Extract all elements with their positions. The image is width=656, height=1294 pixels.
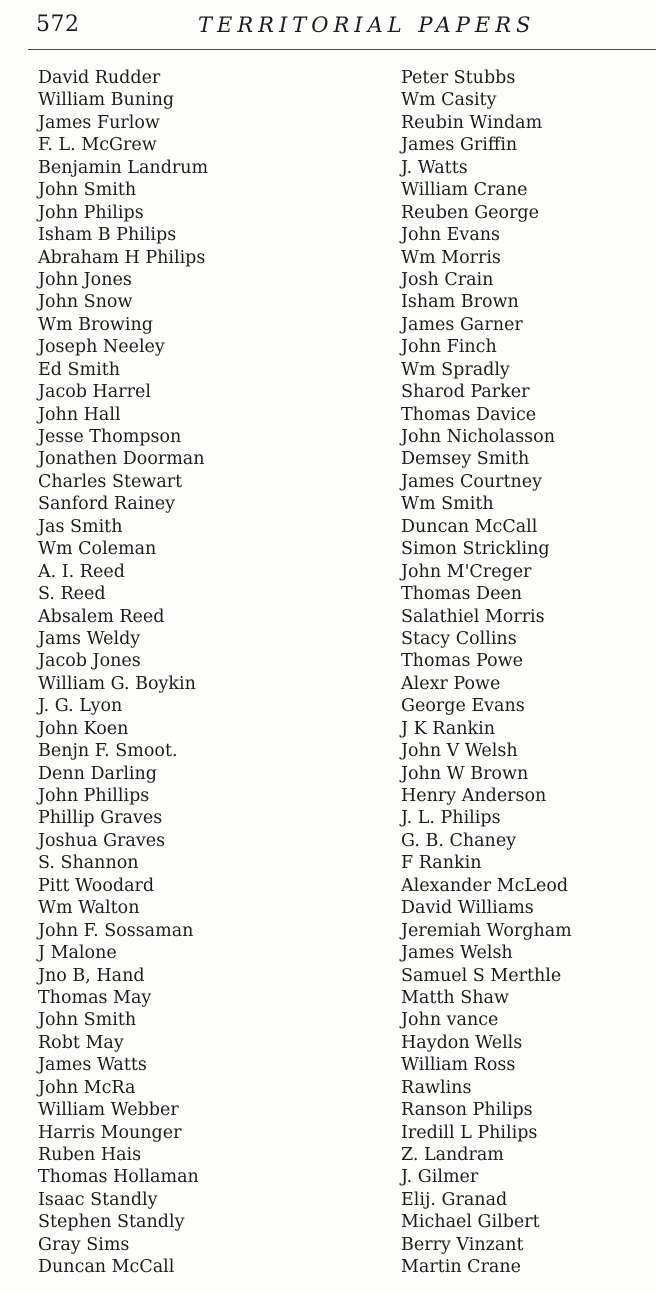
signer-name: Charles Stewart <box>38 471 183 492</box>
signer-name: Elij. Granad <box>401 1189 508 1210</box>
signer-name: Iredill L Philips <box>401 1122 538 1143</box>
signer-name: Samuel S Merthle <box>401 965 562 986</box>
signer-name: John vance <box>401 1010 499 1031</box>
signer-name: James Watts <box>38 1055 147 1076</box>
signer-name: John M'Creger <box>401 561 532 582</box>
page-header <box>36 10 656 40</box>
signer-name: John Smith <box>38 180 137 201</box>
signer-name: Pitt Woodard <box>38 875 155 896</box>
signer-name: John Koen <box>38 718 129 739</box>
signer-name: Rawlins <box>401 1077 472 1098</box>
signer-name: John Finch <box>401 337 497 358</box>
signer-name: S. Shannon <box>38 853 139 874</box>
names-column-right <box>401 67 651 1279</box>
signer-name: G. B. Chaney <box>401 830 517 851</box>
signer-name: Thomas Powe <box>401 651 523 672</box>
signer-name: Benjn F. Smoot. <box>38 741 178 762</box>
signer-name: Wm Smith <box>401 494 494 515</box>
signer-name: John F. Sossaman <box>38 920 194 941</box>
signer-name: F. L. McGrew <box>38 135 157 156</box>
signer-name: John Snow <box>38 292 133 313</box>
signer-name: John Nicholasson <box>401 427 555 447</box>
signer-name: Isaac Standly <box>38 1189 158 1210</box>
signer-name: Benjamin Landrum <box>38 157 209 178</box>
signer-name: Joseph Neeley <box>38 337 165 358</box>
signer-name: John Philips <box>38 202 144 223</box>
signer-name: Denn Darling <box>38 763 157 784</box>
signer-name: James Courtney <box>401 471 543 492</box>
signer-name: John V Welsh <box>401 741 518 762</box>
signer-name: Haydon Wells <box>401 1032 523 1053</box>
signer-name: Gray Sims <box>38 1234 130 1255</box>
signer-name: Sanford Rainey <box>38 494 175 515</box>
signer-name: Jacob Jones <box>38 651 141 672</box>
signer-name: Peter Stubbs <box>401 68 516 88</box>
running-title: TERRITORIAL PAPERS <box>198 13 536 37</box>
signer-name: Wm Spradly <box>401 359 510 380</box>
signer-name: Z. Landram <box>401 1145 504 1165</box>
signer-name: James Welsh <box>401 943 513 964</box>
signer-name: Josh Crain <box>401 269 494 290</box>
signer-name: Wm Walton <box>38 898 140 919</box>
signer-name: Stephen Standly <box>38 1212 185 1233</box>
signer-name: Abraham H Philips <box>38 247 206 268</box>
signer-name: Sharod Parker <box>401 382 530 403</box>
header-rule <box>28 49 656 50</box>
signer-name: John Jones <box>38 269 132 290</box>
signer-name: J. Watts <box>401 157 468 178</box>
signer-name: A. I. Reed <box>38 561 125 582</box>
signer-name: Robt May <box>38 1032 124 1053</box>
signer-name: Berry Vinzant <box>401 1234 524 1255</box>
signer-name: Ed Smith <box>38 359 121 380</box>
signer-name: J. Gilmer <box>401 1167 479 1188</box>
signer-name: John W Brown <box>401 763 529 784</box>
signer-name: Wm Morris <box>401 247 501 268</box>
signer-name: S. Reed <box>38 584 106 605</box>
signer-name: Wm Coleman <box>38 539 157 560</box>
signer-name: Reuben George <box>401 202 539 223</box>
signer-name: F Rankin <box>401 853 482 874</box>
signer-name: Alexander McLeod <box>401 875 569 896</box>
signer-name: Jno B, Hand <box>38 965 145 986</box>
signer-name: Isham Brown <box>401 292 519 313</box>
page-number: 572 <box>36 12 80 37</box>
signer-name: Michael Gilbert <box>401 1212 540 1233</box>
signer-name: Salathiel Morris <box>401 606 545 627</box>
signer-name: J K Rankin <box>401 718 495 739</box>
signer-name: Duncan McCall <box>38 1257 175 1278</box>
signer-name: John Phillips <box>38 786 150 806</box>
signer-name: John Smith <box>38 1010 137 1031</box>
signer-name: Thomas Davice <box>401 404 537 425</box>
signer-name: Duncan McCall <box>401 516 538 537</box>
signer-name: William Buning <box>38 90 175 111</box>
signer-name: Simon Strickling <box>401 539 550 560</box>
signer-name: Phillip Graves <box>38 808 163 829</box>
signer-name: Wm Browing <box>38 314 153 335</box>
signer-name: David Williams <box>401 898 534 919</box>
signer-name: Jacob Harrel <box>38 382 151 403</box>
signer-name: Thomas Deen <box>401 584 523 605</box>
signer-name: J. L. Philips <box>401 808 501 829</box>
signer-name: James Garner <box>401 314 523 335</box>
signer-name: J Malone <box>38 943 117 964</box>
signer-name: John Evans <box>401 225 501 246</box>
signer-name: Demsey Smith <box>401 449 530 470</box>
signer-name: Stacy Collins <box>401 628 517 649</box>
signer-name: James Furlow <box>38 112 160 133</box>
names-column-left <box>38 67 368 1279</box>
signer-name: Alexr Powe <box>401 673 501 694</box>
signer-name: Joshua Graves <box>38 830 166 851</box>
signer-name: Jas Smith <box>38 516 123 537</box>
signer-name: Henry Anderson <box>401 786 547 806</box>
signer-name: Reubin Windam <box>401 112 543 133</box>
signer-name: William Crane <box>401 180 528 201</box>
signer-name: William G. Boykin <box>38 673 196 694</box>
signer-name: Jesse Thompson <box>38 427 182 447</box>
signer-name: J. G. Lyon <box>38 696 123 717</box>
signer-name: George Evans <box>401 696 525 717</box>
signer-name: John McRa <box>38 1077 136 1098</box>
signer-name: Jams Weldy <box>38 628 141 649</box>
signer-name: William Webber <box>38 1100 179 1121</box>
signer-name: Jonathen Doorman <box>38 449 205 470</box>
signer-name: Ruben Hais <box>38 1145 142 1165</box>
signer-name: Absalem Reed <box>38 606 165 627</box>
signer-name: Isham B Philips <box>38 225 177 246</box>
signer-name: Thomas Hollaman <box>38 1167 199 1188</box>
signer-name: Jeremiah Worgham <box>401 920 572 941</box>
signer-name: Thomas May <box>38 987 152 1008</box>
signer-name: Wm Casity <box>401 90 497 111</box>
signer-name: Harris Mounger <box>38 1122 182 1143</box>
signer-name: Martin Crane <box>401 1257 521 1278</box>
signer-name: James Griffin <box>401 135 518 156</box>
signer-name: Ranson Philips <box>401 1100 533 1121</box>
signer-name: William Ross <box>401 1055 516 1076</box>
signer-name: Matth Shaw <box>401 987 509 1008</box>
signer-name: John Hall <box>38 404 121 425</box>
signer-name: David Rudder <box>38 68 161 88</box>
